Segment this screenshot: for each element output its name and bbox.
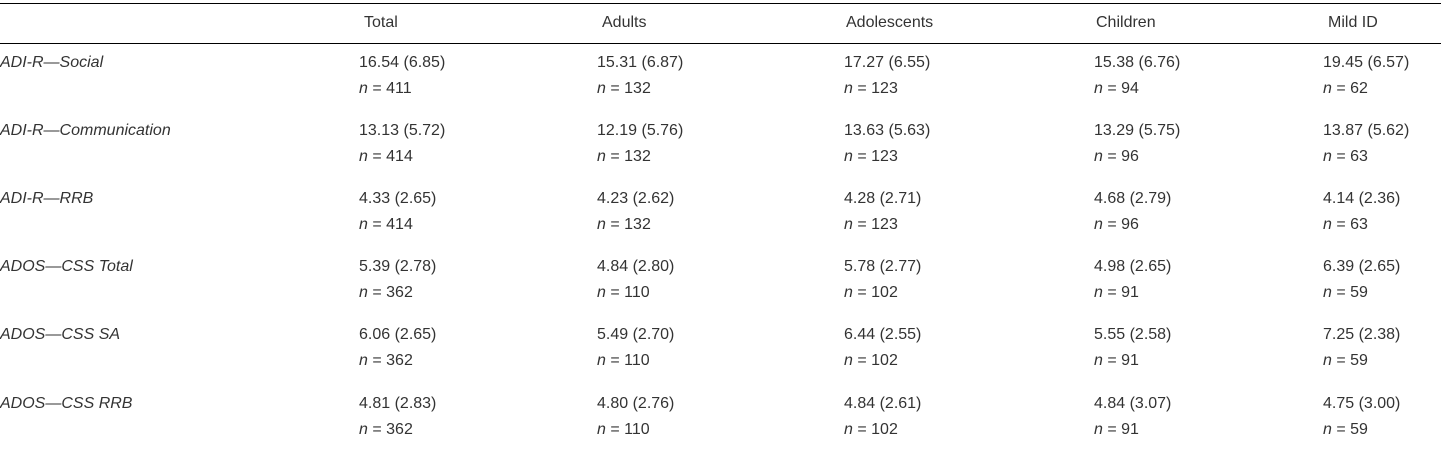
n-separator: =	[367, 421, 387, 438]
cell-value: 4.14 (2.36)	[1323, 190, 1401, 207]
cell-value: 4.80 (2.76)	[597, 395, 675, 412]
cell-sample-size	[597, 417, 674, 443]
cell-sample-size	[1323, 76, 1409, 102]
n-separator: =	[605, 421, 625, 438]
cell-value: 4.98 (2.65)	[1094, 258, 1172, 275]
column-header-mild-id: Mild ID	[1328, 14, 1378, 31]
cell-sample-size	[1094, 417, 1171, 443]
table-cell	[844, 118, 930, 170]
table-cell	[1323, 254, 1400, 306]
column-header-adolescents: Adolescents	[846, 14, 934, 31]
n-separator: =	[1331, 80, 1351, 97]
cell-value: 4.84 (3.07)	[1094, 395, 1172, 412]
n-value: 123	[871, 216, 898, 233]
n-value: 102	[871, 352, 898, 369]
table-row	[0, 121, 1441, 181]
cell-sample-size	[359, 76, 445, 102]
cell-value: 7.25 (2.38)	[1323, 326, 1401, 343]
n-separator: =	[1331, 216, 1351, 233]
table-cell	[597, 186, 674, 238]
n-value: 132	[624, 216, 651, 233]
n-symbol: n	[597, 421, 606, 438]
table-cell	[1323, 391, 1400, 443]
n-value: 59	[1350, 284, 1368, 301]
table-cell	[597, 50, 683, 102]
cell-sample-size	[359, 417, 436, 443]
n-value: 102	[871, 421, 898, 438]
cell-value: 5.39 (2.78)	[359, 258, 437, 275]
cell-value: 4.81 (2.83)	[359, 395, 437, 412]
cell-sample-size	[359, 348, 436, 374]
n-value: 414	[386, 148, 413, 165]
n-value: 362	[386, 352, 413, 369]
cell-value: 6.44 (2.55)	[844, 326, 922, 343]
cell-sample-size	[1323, 348, 1400, 374]
cell-sample-size	[597, 144, 683, 170]
cell-sample-size	[1094, 144, 1180, 170]
n-value: 96	[1121, 148, 1139, 165]
cell-sample-size	[844, 76, 930, 102]
n-value: 102	[871, 284, 898, 301]
n-separator: =	[605, 148, 625, 165]
n-symbol: n	[359, 80, 368, 97]
cell-value: 13.13 (5.72)	[359, 122, 446, 139]
n-symbol: n	[1323, 80, 1332, 97]
n-value: 110	[624, 421, 650, 438]
table-cell	[844, 391, 921, 443]
n-separator: =	[367, 352, 387, 369]
n-symbol: n	[1323, 148, 1332, 165]
n-separator: =	[367, 216, 387, 233]
cell-sample-size	[597, 280, 674, 306]
cell-value: 13.29 (5.75)	[1094, 122, 1181, 139]
table-cell	[1323, 322, 1400, 374]
cell-value: 4.33 (2.65)	[359, 190, 437, 207]
column-header-adults: Adults	[602, 14, 647, 31]
n-symbol: n	[844, 284, 853, 301]
n-symbol: n	[597, 80, 606, 97]
cell-value: 15.31 (6.87)	[597, 54, 684, 71]
n-value: 63	[1350, 216, 1368, 233]
cell-value: 4.68 (2.79)	[1094, 190, 1172, 207]
cell-value: 5.78 (2.77)	[844, 258, 922, 275]
n-symbol: n	[597, 352, 606, 369]
cell-sample-size	[597, 76, 683, 102]
cell-sample-size	[1323, 212, 1400, 238]
n-value: 132	[624, 148, 651, 165]
table-cell	[1094, 322, 1171, 374]
n-value: 59	[1350, 352, 1368, 369]
n-separator: =	[1102, 352, 1122, 369]
n-separator: =	[1331, 352, 1351, 369]
table-cell	[597, 322, 674, 374]
n-symbol: n	[359, 148, 368, 165]
cell-sample-size	[1323, 417, 1400, 443]
n-value: 91	[1121, 352, 1139, 369]
cell-value: 4.28 (2.71)	[844, 190, 922, 207]
n-symbol: n	[1323, 284, 1332, 301]
n-separator: =	[1331, 148, 1351, 165]
table-header-rule	[0, 43, 1441, 44]
table-cell	[1094, 50, 1180, 102]
table-cell	[597, 391, 674, 443]
n-separator: =	[852, 80, 872, 97]
cell-sample-size	[359, 144, 445, 170]
cell-sample-size	[597, 212, 674, 238]
table-cell	[1323, 118, 1409, 170]
n-symbol: n	[844, 216, 853, 233]
n-separator: =	[1331, 421, 1351, 438]
cell-value: 13.63 (5.63)	[844, 122, 931, 139]
table-cell	[359, 322, 436, 374]
cell-value: 5.49 (2.70)	[597, 326, 675, 343]
n-separator: =	[367, 80, 387, 97]
cell-value: 15.38 (6.76)	[1094, 54, 1181, 71]
table-row	[0, 394, 1441, 454]
cell-value: 4.23 (2.62)	[597, 190, 675, 207]
row-label: ADI-R—Communication	[0, 122, 171, 139]
n-value: 123	[871, 148, 898, 165]
table-row	[0, 257, 1441, 317]
table-cell	[844, 186, 921, 238]
cell-value: 19.45 (6.57)	[1323, 54, 1410, 71]
n-value: 411	[386, 80, 412, 97]
n-value: 110	[624, 352, 650, 369]
n-value: 91	[1121, 421, 1139, 438]
cell-value: 13.87 (5.62)	[1323, 122, 1410, 139]
table-cell	[1323, 50, 1409, 102]
column-header-total: Total	[364, 14, 398, 31]
n-symbol: n	[844, 421, 853, 438]
n-separator: =	[852, 352, 872, 369]
cell-sample-size	[1094, 280, 1171, 306]
cell-value: 4.84 (2.80)	[597, 258, 675, 275]
table-cell	[844, 322, 921, 374]
n-separator: =	[1102, 421, 1122, 438]
n-value: 96	[1121, 216, 1139, 233]
row-label: ADOS—CSS Total	[0, 258, 133, 275]
table-cell	[1323, 186, 1400, 238]
n-symbol: n	[1094, 284, 1103, 301]
n-value: 414	[386, 216, 413, 233]
n-symbol: n	[844, 80, 853, 97]
cell-value: 17.27 (6.55)	[844, 54, 931, 71]
cell-sample-size	[1323, 280, 1400, 306]
table-cell	[1094, 391, 1171, 443]
table-cell	[1094, 186, 1171, 238]
table-cell	[359, 118, 445, 170]
cell-sample-size	[844, 212, 921, 238]
table-cell	[1094, 118, 1180, 170]
cell-sample-size	[844, 280, 921, 306]
table-cell	[597, 118, 683, 170]
table-row	[0, 53, 1441, 113]
cell-sample-size	[1094, 348, 1171, 374]
row-label: ADOS—CSS SA	[0, 326, 121, 343]
n-value: 59	[1350, 421, 1368, 438]
n-separator: =	[1331, 284, 1351, 301]
n-symbol: n	[1094, 421, 1103, 438]
table-cell	[359, 254, 436, 306]
table-cell	[844, 254, 921, 306]
n-symbol: n	[597, 216, 606, 233]
cell-sample-size	[1094, 212, 1171, 238]
n-value: 62	[1350, 80, 1368, 97]
row-label: ADOS—CSS RRB	[0, 395, 133, 412]
n-symbol: n	[359, 421, 368, 438]
cell-value: 12.19 (5.76)	[597, 122, 684, 139]
n-separator: =	[1102, 284, 1122, 301]
n-symbol: n	[1323, 216, 1332, 233]
n-separator: =	[1102, 216, 1122, 233]
cell-sample-size	[844, 417, 921, 443]
cell-sample-size	[1323, 144, 1409, 170]
n-value: 63	[1350, 148, 1368, 165]
n-separator: =	[1102, 80, 1122, 97]
table-cell	[359, 50, 445, 102]
n-value: 123	[871, 80, 898, 97]
n-symbol: n	[844, 148, 853, 165]
table-cell	[359, 391, 436, 443]
n-separator: =	[605, 80, 625, 97]
cell-sample-size	[359, 280, 436, 306]
n-symbol: n	[1323, 352, 1332, 369]
n-separator: =	[605, 216, 625, 233]
n-value: 132	[624, 80, 651, 97]
n-separator: =	[605, 284, 625, 301]
table-cell	[359, 186, 436, 238]
n-symbol: n	[1094, 80, 1103, 97]
n-symbol: n	[597, 148, 606, 165]
table-top-rule	[0, 3, 1441, 4]
table-row	[0, 189, 1441, 249]
n-symbol: n	[359, 352, 368, 369]
n-symbol: n	[597, 284, 606, 301]
cell-sample-size	[1094, 76, 1180, 102]
n-separator: =	[852, 148, 872, 165]
cell-value: 4.75 (3.00)	[1323, 395, 1401, 412]
n-symbol: n	[359, 216, 368, 233]
cell-value: 6.39 (2.65)	[1323, 258, 1401, 275]
n-symbol: n	[1094, 148, 1103, 165]
n-separator: =	[367, 148, 387, 165]
n-separator: =	[1102, 148, 1122, 165]
row-label: ADI-R—RRB	[0, 190, 94, 207]
n-value: 362	[386, 421, 413, 438]
table-cell	[1094, 254, 1171, 306]
cell-value: 6.06 (2.65)	[359, 326, 437, 343]
n-separator: =	[852, 284, 872, 301]
cell-sample-size	[359, 212, 436, 238]
n-symbol: n	[1094, 352, 1103, 369]
cell-sample-size	[844, 144, 930, 170]
n-separator: =	[367, 284, 387, 301]
column-header-children: Children	[1096, 14, 1156, 31]
cell-value: 16.54 (6.85)	[359, 54, 446, 71]
n-separator: =	[852, 216, 872, 233]
table-cell	[844, 50, 930, 102]
n-value: 110	[624, 284, 650, 301]
n-symbol: n	[359, 284, 368, 301]
cell-sample-size	[597, 348, 674, 374]
n-value: 94	[1121, 80, 1139, 97]
n-value: 91	[1121, 284, 1139, 301]
n-symbol: n	[1323, 421, 1332, 438]
cell-value: 4.84 (2.61)	[844, 395, 922, 412]
cell-value: 5.55 (2.58)	[1094, 326, 1172, 343]
table-row	[0, 325, 1441, 385]
n-symbol: n	[844, 352, 853, 369]
n-separator: =	[852, 421, 872, 438]
row-label: ADI-R—Social	[0, 54, 104, 71]
n-symbol: n	[1094, 216, 1103, 233]
n-separator: =	[605, 352, 625, 369]
table-cell	[597, 254, 674, 306]
n-value: 362	[386, 284, 413, 301]
cell-sample-size	[844, 348, 921, 374]
